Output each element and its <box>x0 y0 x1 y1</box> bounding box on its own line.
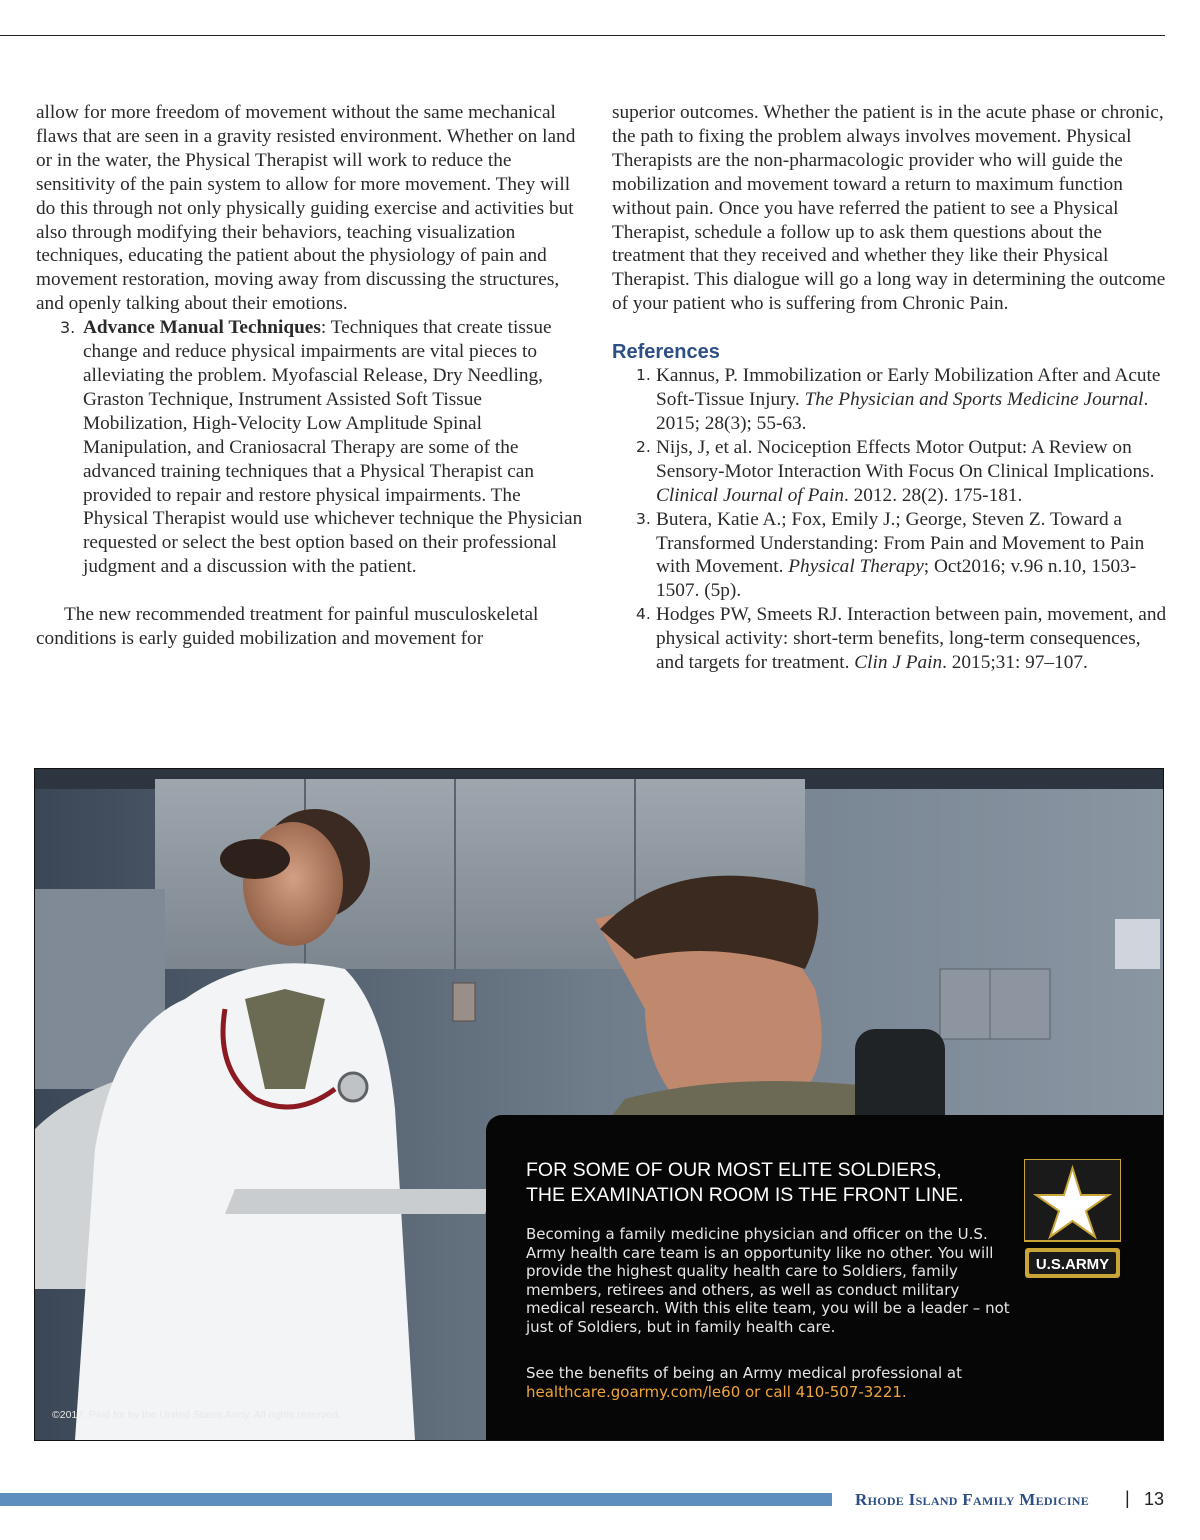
reference-details: . 2015; 28(3); 55-63. <box>656 389 1149 434</box>
reference-text: Hodges PW, Smeets RJ. Interaction between pain, movement, and physical activity: short-term benefits, long-term consequences, and targets for treatment. <box>656 604 1167 674</box>
ad-headline-line-1: FOR SOME OF OUR MOST ELITE SOLDIERS, <box>526 1159 942 1181</box>
ad-cta-text: See the benefits of being an Army medical professional at <box>526 1364 962 1382</box>
ad-copyright: ©2017. Paid for by the United States Army. All rights reserved. <box>52 1409 341 1421</box>
references-list <box>612 364 1168 675</box>
page-number: 13 <box>1144 1489 1165 1509</box>
item-text: : Techniques that create tissue change and reduce physical impairments are vital pieces to alleviating the problem. Myofascial Release, Dry Needling, Graston Technique, Instrument Assisted Soft Tissue Mobilization, High-Velocity Low Amplitude Spinal Manipulation, and Craniosacral Therapy are some of the advanced training techniques that a Physical Therapist can provided to repair and restore physical impairments. The Physical Therapist would use whichever technique the Physician requested or select the best option based on their professional judgment and a discussion with the patient. <box>83 317 583 578</box>
publication-title: Rhode Island Family Medicine <box>855 1490 1090 1509</box>
reference-journal: Clinical Journal of Pain <box>656 484 844 506</box>
numbered-item-3 <box>36 316 590 579</box>
reference-item <box>612 436 1168 508</box>
reference-journal: Clin J Pain <box>854 652 943 674</box>
body-paragraph: The new recommended treatment for painful musculoskeletal conditions is early guided mobilization and movement for <box>36 604 539 650</box>
reference-journal: Physical Therapy <box>788 556 924 578</box>
reference-journal: The Physician and Sports Medicine Journal <box>804 389 1144 411</box>
ad-cta-link[interactable]: healthcare.goarmy.com/le60 or call 410-507-3221. <box>526 1382 907 1401</box>
references-heading: References <box>612 341 720 364</box>
reference-details: . 2012. 28(2). 175-181. <box>843 484 1023 506</box>
top-rule <box>0 35 1165 36</box>
reference-item <box>612 508 1168 604</box>
ad-headline <box>526 1158 1006 1208</box>
reference-item <box>612 364 1168 436</box>
army-logo-wordmark: U.S.ARMY <box>1035 1256 1110 1273</box>
reference-number: 1. <box>636 366 651 385</box>
reference-text: Nijs, J, et al. Nociception Effects Motor Output: A Review on Sensory-Motor Interaction With Focus On Clinical Implications. <box>656 436 1155 482</box>
continuation-paragraph: allow for more freedom of movement without the same mechanical flaws that are seen in a gravity resisted environment. Whether on land or in the water, the Physical Therapist will work to reduce the sensitivity of the pain system to allow for more movement. They will do this through not only physically guiding exercise and activities but also through modifying their behaviors, teaching visualization techniques, educating the patient about the physiology of pain and movement restoration, moving away from discussing the structures, and openly talking about their emotions. <box>36 102 576 315</box>
reference-details: ; Oct2016; v.96 n.10, 1503-1507. (5p). <box>656 556 1137 602</box>
left-column <box>36 101 590 651</box>
reference-number: 3. <box>636 509 651 528</box>
footer-bar <box>0 1493 832 1506</box>
body-paragraph: superior outcomes. Whether the patient is in the acute phase or chronic, the path to fixing the problem always involves movement. Physical Therapists are the non-pharmacologic provider who will guide the mobilization and movement toward a return to maximum function without pain. Once you have referred the patient to see a Physical Therapist, schedule a follow up to ask them questions about the treatment that they received and whether they like their Physical Therapist. This dialogue will go a long way in determining the outcome of your patient who is suffering from Chronic Pain. <box>612 102 1166 315</box>
reference-text: Butera, Katie A.; Fox, Emily J.; George, Steven Z. Toward a Transformed Understanding: From Pain and Movement to Pain with Movement. <box>656 508 1145 578</box>
ad-call-to-action <box>526 1364 1026 1401</box>
ad-body-text: Becoming a family medicine physician and officer on the U.S. Army health care team is an opportunity like no other. You will provide the highest quality health care to Soldiers, family members, retirees and others, as well as conduct military medical research. With this elite team, you will be a leader – not just of Soldiers, but in family health care. <box>526 1225 1010 1336</box>
reference-details: . 2015;31: 97–107. <box>942 652 1088 674</box>
us-army-logo <box>1024 1159 1121 1286</box>
reference-text: Kannus, P. Immobilization or Early Mobilization After and Acute Soft-Tissue Injury. <box>656 365 1161 411</box>
reference-item <box>612 603 1168 675</box>
footer-separator: | <box>1125 1488 1130 1508</box>
item-number: 3. <box>60 318 76 338</box>
item-title: Advance Manual Techniques <box>83 317 321 339</box>
reference-number: 2. <box>636 437 651 456</box>
right-column <box>612 101 1168 675</box>
reference-number: 4. <box>636 605 651 624</box>
ad-headline-line-2: THE EXAMINATION ROOM IS THE FRONT LINE. <box>526 1184 964 1206</box>
army-advertisement <box>34 768 1164 1441</box>
ad-text-panel <box>486 1115 1163 1440</box>
